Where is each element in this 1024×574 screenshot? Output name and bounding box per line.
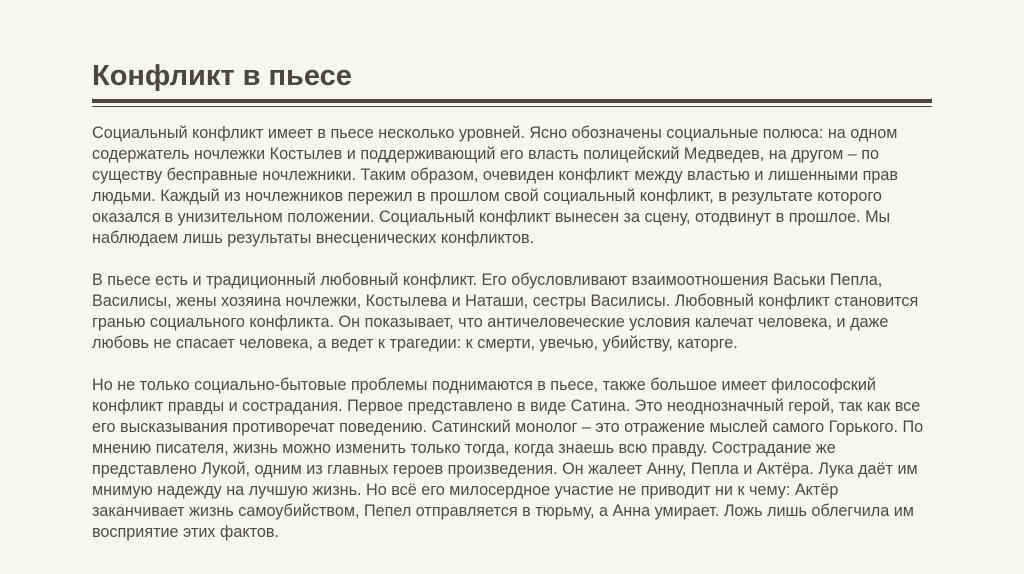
- text-line: мнению писателя, жизнь можно изменить только тогда, когда знаешь всю правду. Сострадание же: [92, 439, 836, 457]
- slide-title: Конфликт в пьесе: [92, 60, 352, 92]
- text-line: содержатель ночлежки Костылев и поддерживающий его власть полицейский Медведев, на другом – по: [92, 145, 880, 163]
- text-line: восприятие этих фактов.: [92, 523, 279, 541]
- paragraph-love-conflict: [92, 270, 984, 354]
- text-line: оказался в унизительном положении. Социальный конфликт вынесен за сцену, отодвинут в прошлое. Мы: [92, 208, 891, 226]
- paragraph-gap: [92, 354, 984, 375]
- text-line: заканчивает жизнь самоубийством, Пепел отправляется в тюрьму, а Анна умирает. Ложь лишь облегчила им: [92, 502, 914, 520]
- text-line: людьми. Каждый из ночлежников пережил в прошлом свой социальный конфликт, в результате которого: [92, 187, 882, 205]
- text-line: гранью социального конфликта. Он показывает, что античеловеческие условия калечат человека, и даже: [92, 313, 889, 331]
- text-line: конфликт правды и сострадания. Первое представлено в виде Сатина. Это неоднозначный герой, так как все: [92, 397, 921, 415]
- text-line: В пьесе есть и традиционный любовный конфликт. Его обусловливают взаимоотношения Васьки Пепла,: [92, 271, 883, 289]
- text-line: мнимую надежду на лучшую жизнь. Но всё его милосердное участие не приводит ни к чему: Актёр: [92, 481, 839, 499]
- slide-body: [92, 123, 984, 543]
- paragraph-social-conflict: [92, 123, 984, 249]
- paragraph-philosophical-conflict: [92, 375, 984, 543]
- text-line: Но не только социально-бытовые проблемы поднимаются в пьесе, также большое имеет философский: [92, 376, 876, 394]
- text-line: Василисы, жены хозяина ночлежки, Костылева и Наташи, сестры Василисы. Любовный конфликт становится: [92, 292, 919, 310]
- text-line: существу бесправные ночлежники. Таким образом, очевиден конфликт между властью и лишенными прав: [92, 166, 898, 184]
- text-line: наблюдаем лишь результаты внесценических конфликтов.: [92, 229, 535, 247]
- title-divider-thin: [92, 106, 932, 107]
- text-line: Социальный конфликт имеет в пьесе несколько уровней. Ясно обозначены социальные полюса: на одном: [92, 124, 898, 142]
- paragraph-gap: [92, 249, 984, 270]
- text-line: представлено Лукой, одним из главных героев произведения. Он жалеет Анну, Пепла и Актёра. Лука даёт им: [92, 460, 918, 478]
- title-divider-thick: [92, 99, 932, 103]
- text-line: его высказывания противоречат поведению. Сатинский монолог – это отражение мыслей самого Горького. По: [92, 418, 924, 436]
- text-line: любовь не спасает человека, а ведет к трагедии: к смерти, увечью, убийству, каторге.: [92, 334, 738, 352]
